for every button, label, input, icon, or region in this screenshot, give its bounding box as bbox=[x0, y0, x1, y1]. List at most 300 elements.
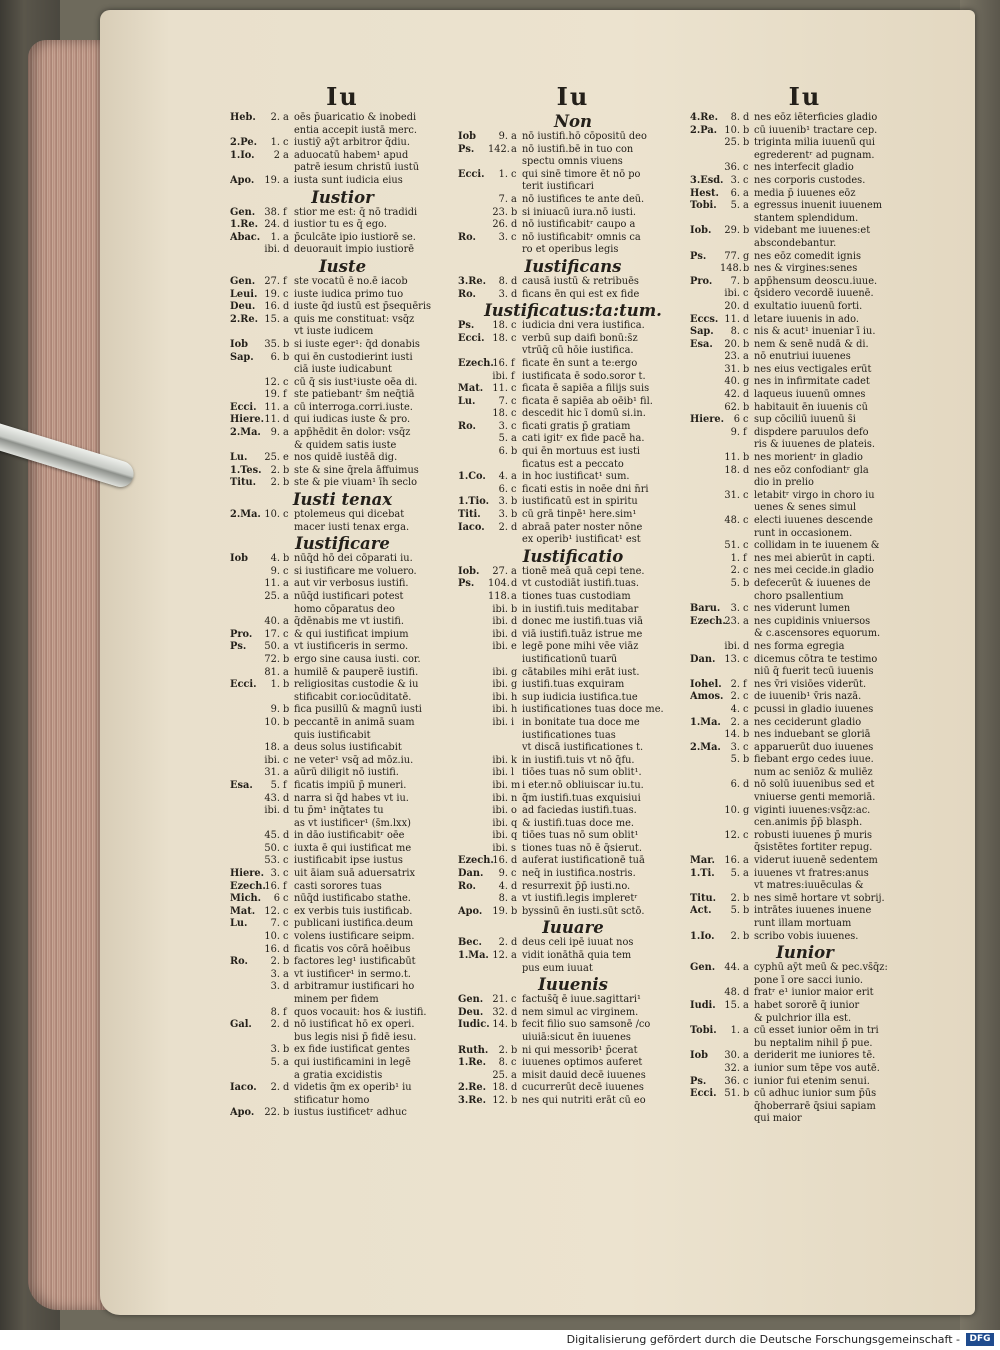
book-reference bbox=[690, 1038, 720, 1051]
entry-text: i eter.nō obliuiscar iu.tu. bbox=[522, 779, 644, 791]
book-reference: Iob bbox=[230, 338, 248, 350]
entry-line bbox=[458, 717, 688, 730]
entry-line bbox=[230, 818, 455, 831]
entry-line bbox=[230, 1032, 455, 1045]
entry-line bbox=[458, 358, 688, 371]
entry-line bbox=[230, 364, 455, 377]
chapter-number: ibi. bbox=[492, 817, 508, 829]
entry-text: iustificatū est in spiritu bbox=[522, 496, 638, 508]
section-letter: c bbox=[743, 703, 749, 715]
book-reference bbox=[230, 818, 260, 831]
chapter-number: 2. bbox=[498, 521, 508, 533]
entry-text: iuuenes optimos auferet bbox=[522, 1057, 643, 1069]
entry-text: aūrū diligit nō iustifi. bbox=[294, 767, 399, 779]
entry-line bbox=[230, 667, 455, 680]
entry-line bbox=[690, 364, 920, 377]
chapter-number: 11. bbox=[724, 313, 740, 325]
entry-text: q̄sidero vecordē iuuenē. bbox=[754, 288, 874, 300]
entry-line bbox=[230, 402, 455, 415]
entry-text: deriderit me iuniores tē. bbox=[754, 1050, 876, 1062]
entry-line bbox=[458, 641, 688, 654]
book-reference: Ecci. bbox=[230, 679, 257, 691]
book-reference bbox=[458, 459, 488, 472]
book-reference: 1.Ti. bbox=[690, 867, 715, 879]
entry-text: fica pusillū & magnū iusti bbox=[294, 704, 422, 716]
chapter-number bbox=[720, 842, 743, 855]
entry-text: niū q̄ fuerit tecū iuuenis bbox=[754, 666, 874, 678]
book-reference bbox=[458, 591, 488, 604]
entry-text: in iustifi.tuis vt nō q̄fu. bbox=[522, 754, 635, 766]
book-reference: Gen. bbox=[458, 994, 484, 1006]
section-letter: a bbox=[743, 999, 749, 1011]
section-letter: a bbox=[743, 867, 749, 879]
entry-line bbox=[458, 459, 688, 472]
entry-line bbox=[458, 345, 688, 358]
chapter-number: 1. bbox=[270, 231, 280, 243]
book-reference: Iob. bbox=[690, 225, 712, 237]
entry-text: ex verbis tuis iustificab. bbox=[294, 905, 413, 917]
section-letter bbox=[511, 1032, 522, 1045]
book-reference bbox=[230, 969, 260, 982]
entry-text: spectu omnis viuens bbox=[522, 156, 623, 168]
entry-text: nō iustifi.hō cōpositū deo bbox=[522, 131, 647, 142]
chapter-number bbox=[720, 880, 743, 893]
section-letter: a bbox=[511, 950, 517, 962]
book-reference: Lu. bbox=[458, 395, 476, 407]
entry-text: nes mei cecide.in gladio bbox=[754, 565, 874, 577]
entry-text: ergo sine causa iusti. cor. bbox=[294, 653, 421, 665]
entry-text: factores leg¹ iustificabūt bbox=[294, 956, 416, 968]
entry-text: cū interroga.corri.iuste. bbox=[294, 401, 413, 413]
book-reference bbox=[690, 792, 720, 805]
column-content bbox=[690, 112, 920, 1126]
section-letter bbox=[511, 742, 522, 755]
entry-text: qui ēn mortuus est iusti bbox=[522, 446, 641, 458]
section-letter: b bbox=[511, 1094, 518, 1106]
section-letter: d bbox=[511, 855, 518, 867]
book-reference bbox=[230, 162, 260, 175]
section-letter: c bbox=[283, 754, 289, 766]
chapter-number: 5. bbox=[730, 200, 740, 212]
entry-text: exultatio iuuenū forti. bbox=[754, 300, 863, 312]
book-reference: 1.Co. bbox=[458, 471, 486, 483]
section-letter: c bbox=[743, 653, 749, 665]
entry-text: in bonitate tua doce me bbox=[522, 716, 640, 728]
entry-text: nō iustificabitʳ omnis ca bbox=[522, 231, 641, 243]
entry-text: si iniuacū iura.nō iusti. bbox=[522, 206, 636, 218]
section-heading: Iuuare bbox=[542, 918, 604, 938]
section-letter bbox=[743, 238, 754, 251]
chapter-number bbox=[260, 162, 283, 175]
entry-text: iustus iustificetʳ adhuc bbox=[294, 1107, 407, 1119]
section-letter: d bbox=[283, 301, 290, 313]
chapter-number bbox=[720, 1013, 743, 1026]
book-reference bbox=[690, 301, 720, 314]
entry-line bbox=[458, 1019, 688, 1032]
entry-text: & iustifi.tuas doce me. bbox=[522, 817, 635, 829]
section-letter: b bbox=[283, 351, 290, 363]
entry-line bbox=[690, 931, 920, 944]
section-letter: c bbox=[511, 868, 517, 880]
entry-text: intrātes iuuenes inuene bbox=[754, 905, 872, 917]
section-letter bbox=[743, 439, 754, 452]
entry-line bbox=[690, 1101, 920, 1114]
entry-line bbox=[458, 881, 688, 894]
chapter-number: 6. bbox=[270, 351, 280, 363]
entry-line bbox=[690, 326, 920, 339]
section-letter: c bbox=[743, 414, 749, 426]
entry-line bbox=[458, 679, 688, 692]
chapter-number: 12. bbox=[264, 905, 280, 917]
section-letter bbox=[283, 692, 294, 705]
entry-text: stificatur homo bbox=[294, 1094, 370, 1106]
chapter-number: ibi. bbox=[492, 842, 508, 854]
entry-line bbox=[230, 742, 455, 755]
section-letter: c bbox=[283, 288, 289, 300]
chapter-number: 32. bbox=[492, 1006, 508, 1018]
entry-text: ne veter¹ vsq̄ ad mōz.iu. bbox=[294, 754, 414, 766]
entry-text: nes v̄ri visiōes viderūt. bbox=[754, 678, 867, 690]
chapter-number: ibi. bbox=[492, 779, 508, 791]
entry-text: patrē iesum christū iustū bbox=[294, 162, 420, 174]
entry-line bbox=[230, 881, 455, 894]
entry-text: descedit hic ī domū si.in. bbox=[522, 408, 646, 420]
entry-line bbox=[690, 188, 920, 201]
chapter-number: 5. bbox=[730, 867, 740, 879]
section-letter: a bbox=[511, 433, 517, 445]
entry-text: ex fide iustificat gentes bbox=[294, 1044, 410, 1056]
entry-line bbox=[690, 502, 920, 515]
book-reference: Iudic. bbox=[458, 1019, 490, 1031]
entry-line bbox=[458, 604, 688, 617]
chapter-number: 11. bbox=[264, 401, 280, 413]
book-reference: 1.Ma. bbox=[690, 716, 721, 728]
section-letter: f bbox=[511, 357, 515, 369]
book-reference: Deu. bbox=[230, 301, 256, 313]
section-letter: e bbox=[283, 452, 289, 464]
book-reference: 2.Ma. bbox=[230, 427, 261, 439]
entry-line bbox=[690, 125, 920, 138]
entry-text: uenes & senes simul bbox=[754, 502, 857, 514]
section-letter: a bbox=[283, 313, 289, 325]
entry-line bbox=[230, 767, 455, 780]
entry-line bbox=[458, 692, 688, 705]
entry-text: ficatus est a peccato bbox=[522, 458, 624, 470]
section-letter bbox=[743, 628, 754, 641]
book-reference: 2.Pe. bbox=[230, 137, 257, 149]
book-reference: Hest. bbox=[690, 187, 719, 199]
entry-line bbox=[690, 830, 920, 843]
chapter-number bbox=[488, 181, 511, 194]
chapter-number: ibi. bbox=[492, 754, 508, 766]
entry-text: ficati gratis p̄ gratiam bbox=[522, 420, 631, 432]
section-letter: d bbox=[283, 830, 290, 842]
entry-text: fecit filio suo samsonē /co bbox=[522, 1019, 651, 1031]
entry-text: iudicia d̄ni vera iustifica. bbox=[522, 320, 645, 332]
entry-line bbox=[230, 717, 455, 730]
book-reference: Ro. bbox=[458, 420, 476, 432]
book-reference bbox=[690, 704, 720, 717]
entry-line bbox=[458, 156, 688, 169]
entry-line bbox=[690, 515, 920, 528]
section-letter: a bbox=[283, 968, 289, 980]
chapter-number: 6 bbox=[273, 893, 280, 905]
section-letter bbox=[743, 213, 754, 226]
chapter-number: ibi. bbox=[492, 628, 508, 640]
section-letter: g bbox=[511, 679, 518, 691]
section-letter bbox=[283, 1070, 294, 1083]
section-letter: f bbox=[283, 275, 287, 287]
chapter-number bbox=[720, 817, 743, 830]
entry-line bbox=[690, 314, 920, 327]
section-letter: f bbox=[743, 426, 747, 438]
entry-text: cucurrerūt decē iuuenes bbox=[522, 1082, 644, 1094]
entry-line bbox=[230, 994, 455, 1007]
book-reference: Ezech. bbox=[458, 357, 494, 369]
entry-line bbox=[690, 905, 920, 918]
book-reference: Act. bbox=[690, 905, 712, 917]
chapter-number: ibi. bbox=[492, 679, 508, 691]
entry-line bbox=[230, 301, 455, 314]
entry-text: cati igitʳ ex fide pacē ha. bbox=[522, 433, 645, 445]
entry-text: uit āiam suā aduersatrix bbox=[294, 868, 416, 880]
book-reference bbox=[458, 604, 488, 617]
entry-line bbox=[230, 793, 455, 806]
section-letter: g bbox=[743, 250, 750, 262]
book-reference: Tobi. bbox=[690, 1025, 717, 1037]
entry-line bbox=[690, 855, 920, 868]
entry-line bbox=[458, 730, 688, 743]
chapter-number: ibi. bbox=[724, 640, 740, 652]
book-reference bbox=[230, 440, 260, 453]
section-letter: a bbox=[283, 231, 289, 243]
entry-line bbox=[690, 641, 920, 654]
entry-text: arbitramur iustificari ho bbox=[294, 981, 415, 993]
chapter-number: 23. bbox=[724, 351, 740, 363]
section-letter: a bbox=[743, 962, 749, 974]
chapter-number: 15. bbox=[264, 313, 280, 325]
section-letter bbox=[743, 666, 754, 679]
entry-text: stificabit cor.iocūditatē. bbox=[294, 691, 412, 703]
entry-line bbox=[230, 981, 455, 994]
section-letter: c bbox=[283, 855, 289, 867]
entry-text: qui iudicas iuste & pro. bbox=[294, 414, 411, 426]
chapter-number: 16. bbox=[264, 880, 280, 892]
book-reference bbox=[458, 742, 488, 755]
book-reference bbox=[458, 345, 488, 358]
book-reference: 2.Pa. bbox=[690, 124, 718, 136]
book-reference: Gal. bbox=[230, 1019, 252, 1031]
section-letter: c bbox=[743, 288, 749, 300]
chapter-number: 43. bbox=[264, 792, 280, 804]
chapter-number bbox=[720, 1113, 743, 1126]
section-letter: b bbox=[743, 363, 750, 375]
entry-text: aduocatū habem¹ apud bbox=[294, 149, 409, 161]
entry-line bbox=[458, 131, 688, 144]
footer-credit: Digitalisierung gefördert durch die Deutsche Forschungsgemeinschaft - bbox=[566, 1333, 960, 1346]
book-reference: Ro. bbox=[458, 288, 476, 300]
chapter-number bbox=[720, 591, 743, 604]
book-reference bbox=[690, 515, 720, 528]
section-letter: a bbox=[743, 1025, 749, 1037]
entry-line bbox=[690, 628, 920, 641]
chapter-number: 1. bbox=[730, 552, 740, 564]
section-letter: b bbox=[283, 1107, 290, 1119]
book-reference bbox=[458, 1032, 488, 1045]
entry-text: publicani iustifica.deum bbox=[294, 918, 414, 930]
chapter-number bbox=[260, 364, 283, 377]
section-letter: c bbox=[511, 168, 517, 180]
section-letter: l bbox=[511, 767, 515, 779]
entry-text: si iuste eger¹: q̄d donabis bbox=[294, 338, 420, 350]
entry-line bbox=[230, 578, 455, 591]
entry-line bbox=[230, 730, 455, 743]
section-letter: d bbox=[511, 1082, 518, 1094]
entry-text: iuuenes vt fratres:anus bbox=[754, 867, 869, 879]
entry-line bbox=[690, 137, 920, 150]
section-letter: d bbox=[283, 414, 290, 426]
entry-line bbox=[230, 452, 455, 465]
chapter-number: 38. bbox=[264, 206, 280, 218]
chapter-number: 2. bbox=[270, 112, 280, 123]
chapter-number: 31. bbox=[724, 363, 740, 375]
chapter-number: 6. bbox=[730, 187, 740, 199]
entry-text: nes in infirmitate cadet bbox=[754, 376, 870, 388]
book-reference bbox=[690, 288, 720, 301]
entry-line bbox=[230, 377, 455, 390]
entry-line bbox=[230, 509, 455, 522]
entry-text: entia accepit iustā merc. bbox=[294, 124, 417, 136]
entry-text: in hoc iustificat¹ sum. bbox=[522, 471, 630, 483]
entry-line bbox=[458, 446, 688, 459]
entry-line bbox=[690, 452, 920, 465]
section-letter: a bbox=[743, 1050, 749, 1062]
section-letter: d bbox=[743, 987, 750, 999]
entry-line bbox=[690, 742, 920, 755]
book-reference: Ro. bbox=[458, 880, 476, 892]
entry-text: a gratia excidistis bbox=[294, 1069, 383, 1081]
chapter-number: 3. bbox=[498, 420, 508, 432]
chapter-number: 40. bbox=[724, 376, 740, 388]
book-reference bbox=[458, 654, 488, 667]
entry-text: ficate ēn sunt a te:ergo bbox=[522, 357, 638, 369]
chapter-number: 44. bbox=[724, 962, 740, 974]
section-letter: f bbox=[743, 678, 747, 690]
column-content bbox=[230, 112, 455, 1120]
entry-text: qui maior bbox=[754, 1113, 802, 1125]
book-reference bbox=[690, 162, 720, 175]
entry-line bbox=[690, 251, 920, 264]
book-reference bbox=[230, 1007, 260, 1020]
book-reference bbox=[458, 629, 488, 642]
section-letter: a bbox=[283, 427, 289, 439]
chapter-number: 1. bbox=[498, 168, 508, 180]
entry-line bbox=[230, 175, 455, 188]
book-reference bbox=[458, 371, 488, 384]
book-reference: 1.Re. bbox=[230, 219, 259, 231]
entry-line bbox=[230, 232, 455, 245]
entry-line bbox=[690, 817, 920, 830]
entry-text: nūq̄d iustificari potest bbox=[294, 591, 404, 602]
chapter-number: 3. bbox=[730, 174, 740, 186]
chapter-number bbox=[488, 742, 511, 755]
chapter-number: 6. bbox=[730, 779, 740, 791]
entry-line bbox=[230, 1019, 455, 1032]
section-letter bbox=[511, 244, 522, 257]
book-reference bbox=[690, 263, 720, 276]
section-heading: Iustior bbox=[311, 187, 374, 207]
entry-text: uiuiā:sicut ēn iuuenes bbox=[522, 1032, 631, 1043]
chapter-number: 3. bbox=[498, 288, 508, 300]
book-reference: Ro. bbox=[230, 956, 248, 968]
entry-text: & quidem satis iuste bbox=[294, 439, 397, 451]
chapter-number: 18. bbox=[492, 1082, 508, 1094]
chapter-number: 3. bbox=[270, 868, 280, 880]
entry-line bbox=[690, 238, 920, 251]
chapter-number: ibi. bbox=[492, 830, 508, 842]
entry-line bbox=[690, 276, 920, 289]
book-reference bbox=[458, 692, 488, 705]
section-letter: b bbox=[511, 206, 518, 218]
section-letter: d bbox=[511, 1006, 518, 1018]
entry-text: nūq̄d hō dei cōparati iu. bbox=[294, 553, 413, 565]
entry-text: & qui iustificat impium bbox=[294, 628, 409, 640]
book-reference bbox=[230, 994, 260, 1007]
chapter-number: 8. bbox=[498, 275, 508, 287]
entry-line bbox=[458, 629, 688, 642]
entry-text: iustificationū tuarū bbox=[522, 653, 618, 665]
chapter-number: 3. bbox=[270, 968, 280, 980]
section-letter bbox=[283, 1095, 294, 1108]
book-reference: 3.Esd. bbox=[690, 174, 724, 186]
section-letter: q bbox=[511, 817, 518, 829]
chapter-number: 19. bbox=[264, 288, 280, 300]
chapter-number bbox=[488, 244, 511, 257]
entry-text: electi iuuenes descende bbox=[754, 515, 873, 526]
entry-text: abraā pater noster nōne bbox=[522, 521, 643, 533]
book-reference: 1.Io. bbox=[230, 149, 255, 161]
entry-text: ficans ēn qui est ex fide bbox=[522, 288, 640, 300]
entry-text: tu p̄m¹ inq̄tates tu bbox=[294, 805, 384, 817]
book-reference: Sap. bbox=[690, 326, 714, 338]
chapter-number: 25. bbox=[492, 1069, 508, 1081]
entry-text: cū adhuc iunior sum p̄ūs bbox=[754, 1088, 877, 1100]
chapter-number: 7. bbox=[498, 395, 508, 407]
entry-line bbox=[690, 301, 920, 314]
chapter-number: 25. bbox=[264, 591, 280, 602]
chapter-number: 8. bbox=[730, 112, 740, 123]
entry-line bbox=[458, 383, 688, 396]
chapter-number bbox=[488, 459, 511, 472]
chapter-number bbox=[720, 792, 743, 805]
book-reference: 2.Ma. bbox=[230, 509, 261, 521]
book-reference bbox=[458, 207, 488, 220]
entry-line bbox=[690, 578, 920, 591]
section-letter: a bbox=[511, 471, 517, 483]
book-reference bbox=[690, 540, 720, 553]
section-letter: a bbox=[283, 174, 289, 186]
entry-text: scribo vobis iuuenes. bbox=[754, 930, 859, 942]
entry-line bbox=[690, 880, 920, 893]
entry-text: nes eius vectigales erūt bbox=[754, 363, 872, 375]
section-letter: b bbox=[743, 905, 750, 917]
entry-text: viā iustifi.tuāz istrue me bbox=[522, 628, 643, 640]
section-letter: c bbox=[743, 829, 749, 841]
section-letter: c bbox=[743, 691, 749, 703]
chapter-number: 2. bbox=[730, 930, 740, 942]
book-reference bbox=[690, 880, 720, 893]
chapter-number: 16. bbox=[264, 301, 280, 313]
